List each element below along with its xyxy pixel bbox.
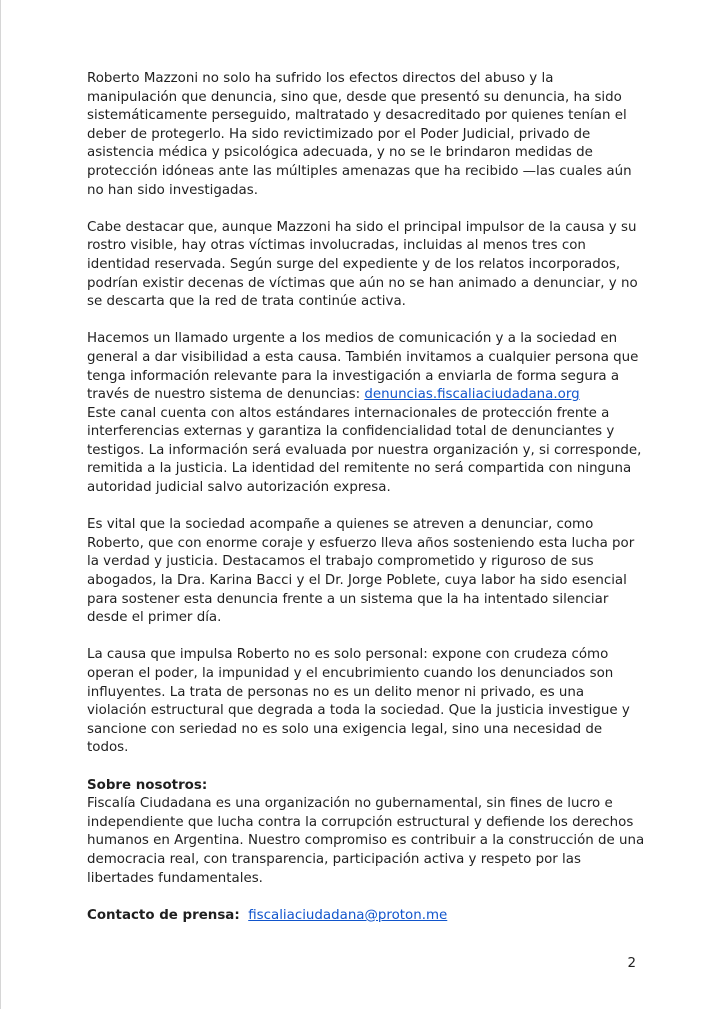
paragraph-call-to-action (87, 330, 647, 497)
paragraph-cause-impact: La causa que impulsa Roberto no es solo personal: expone con crudeza cómo operan el poder, la impunidad y el encubrimiento cuando los denunciados son influyentes. La trata de personas no es un delito menor ni privado, es una violación estructural que degrada a toda la sociedad. Que la justicia investigue y sancione con seriedad no es solo una exigencia legal, sino una necesidad de todos. (87, 647, 630, 756)
channel-description-text: Este canal cuenta con altos estándares internacionales de protección frente a interferencias externas y garantiza la confidencialidad total de denunciantes y testigos. La información será evaluada por nuestra organización y, si corresponde, remitida a la justicia. La identidad del remitente no será compartida con ninguna autoridad judicial salvo autorización expresa. (87, 405, 642, 496)
contact-label: Contacto de prensa: (87, 907, 240, 923)
press-contact (87, 907, 647, 926)
about-text: Fiscalía Ciudadana es una organización no gubernamental, sin fines de lucro e independiente que lucha contra la corrupción estructural y defiende los derechos humanos en Argentina. Nuestro compromiso es contribuir a la construcción de una democracia real, con transparencia, participación activa y respeto por las libertades fundamentales. (87, 796, 645, 886)
call-to-action-text: Hacemos un llamado urgente a los medios de comunicación y a la sociedad en general a dar visibilidad a esta causa. También invitamos a cualquier persona que tenga información relevante para la investigación a enviarla de forma segura a través de nuestro sistema de denuncias: (87, 331, 639, 403)
page-edge (0, 0, 1, 1009)
document-body (87, 70, 647, 944)
paragraph-support-victims: Es vital que la sociedad acompañe a quienes se atreven a denunciar, como Roberto, que con enorme coraje y esfuerzo lleva años sosteniendo esta lucha por la verdad y justicia. Destacamos el trabajo comprometido y riguroso de sus abogados, la Dra. Karina Bacci y el Dr. Jorge Poblete, cuya labor ha sido esencial para sostener esta denuncia frente a un sistema que la ha intentado silenciar desde el primer día. (87, 517, 635, 626)
contact-email-link[interactable]: fiscaliaciudadana@proton.me (248, 907, 448, 923)
about-heading: Sobre nosotros: (87, 777, 208, 793)
denuncias-link[interactable]: denuncias.fiscaliaciudadana.org (364, 387, 580, 403)
paragraph-mazzoni-persecution: Roberto Mazzoni no solo ha sufrido los efectos directos del abuso y la manipulación que denuncia, sino que, desde que presentó su denuncia, ha sido sistemáticamente perseguido, maltratado y desacreditado por quienes tenían el deber de protegerlo. Ha sido revictimizado por el Poder Judicial, privado de asistencia médica y psicológica adecuada, y no se le brindaron medidas de protección idóneas ante las múltiples amenazas que ha recibido —las cuales aún no han sido investigadas. (87, 71, 632, 198)
page-number: 2 (627, 956, 636, 971)
paragraph-other-victims: Cabe destacar que, aunque Mazzoni ha sido el principal impulsor de la causa y su rostro visible, hay otras víctimas involucradas, incluidas al menos tres con identidad reservada. Según surge del expediente y de los relatos incorporados, podrían existir decenas de víctimas que aún no se han animado a denunciar, y no se descarta que la red de trata continúe activa. (87, 219, 638, 310)
about-section (87, 777, 647, 889)
